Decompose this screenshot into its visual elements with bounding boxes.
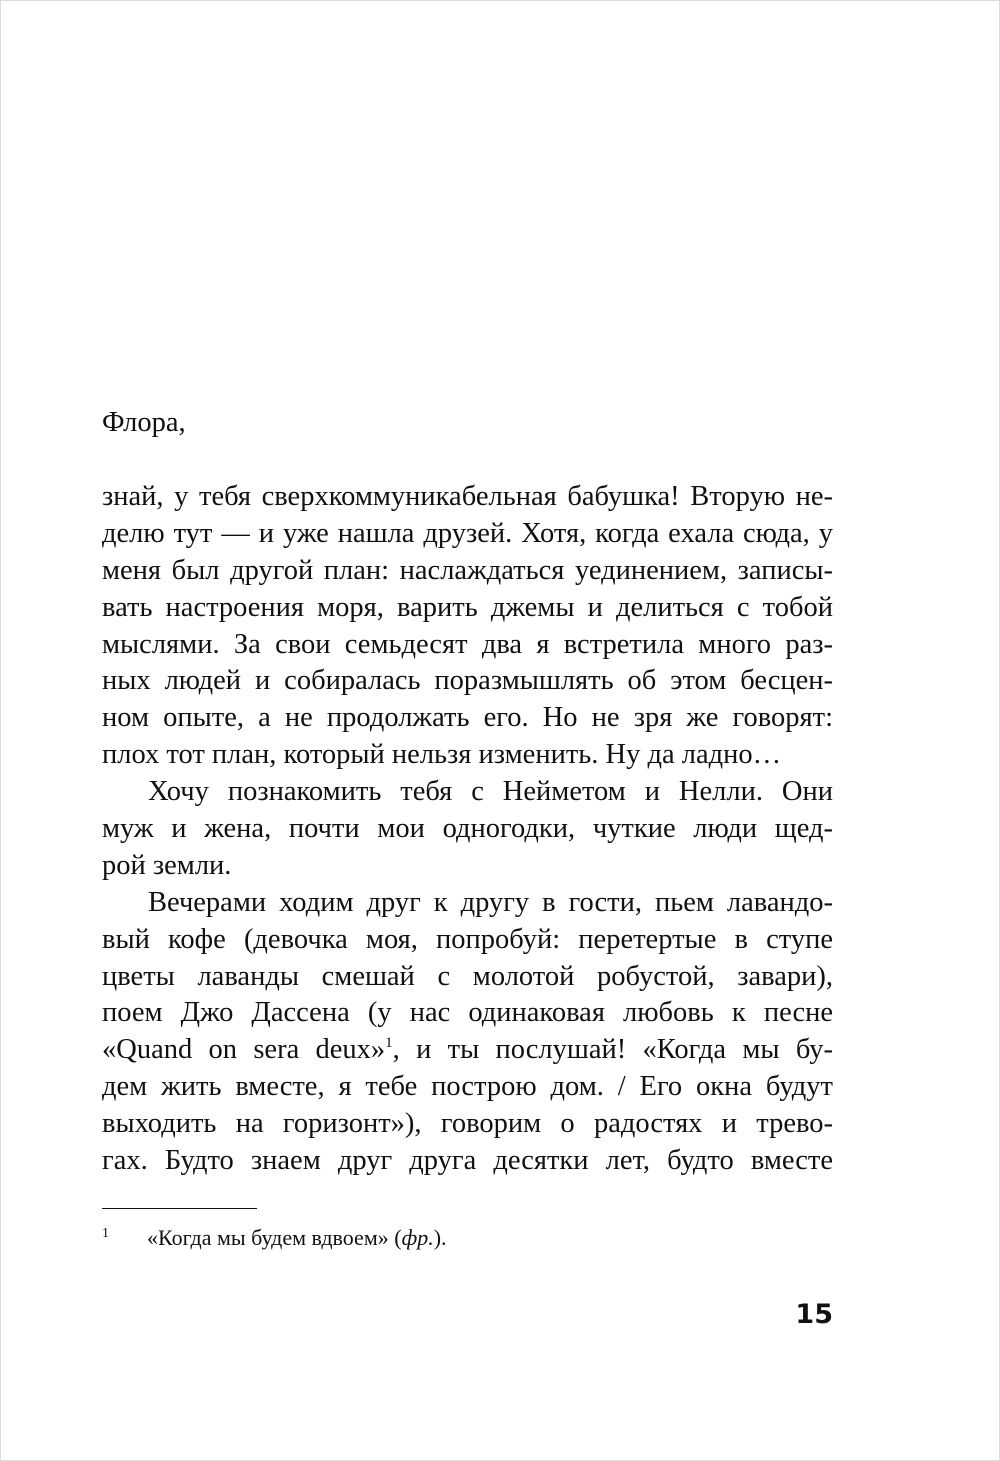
text-line: знай, у тебя сверхкоммуникабельная бабушка! Вторую не- <box>102 481 833 512</box>
text-line: вать настроения моря, варить джемы и делиться с тобой <box>102 591 833 623</box>
text-line: поем Джо Дассена (у нас одинаковая любовь к песне <box>102 997 833 1029</box>
page-number: 15 <box>795 1299 833 1330</box>
letter-salutation: Флора, <box>102 407 186 438</box>
text-line-continuation: , и ты послушай! «Когда мы бу- <box>392 1034 833 1066</box>
text-line: делю тут — и уже нашла друзей. Хотя, когда ехала сюда, у <box>102 517 833 549</box>
text-line: Вечерами ходим друг к другу в гости, пьем лавандо- <box>148 886 833 918</box>
footnote-text: «Когда мы будем вдвоем» ( <box>147 1225 402 1250</box>
footnote-tail: ). <box>433 1225 447 1250</box>
letter-body <box>102 479 833 1180</box>
song-title: «Quand on sera deux» <box>102 1034 386 1066</box>
text-line: плох тот план, который нельзя изменить. Ну да ладно… <box>102 739 782 771</box>
text-line: вый кофе (девочка моя, попробуй: перетертые в ступе <box>102 923 833 955</box>
text-line-with-footnote-ref <box>102 1032 833 1069</box>
footnote-language-abbr: фр. <box>401 1225 434 1250</box>
text-line: ных людей и собиралась поразмышлять об этом бесцен- <box>102 665 833 697</box>
text-line: гах. Будто знаем друг друга десятки лет, будто вместе <box>102 1145 833 1177</box>
text-line: Хочу познакомить тебя с Нейметом и Нелли. Они <box>148 776 833 808</box>
text-line: ном опыте, а не продолжать его. Но не зря же говорят: <box>102 702 833 734</box>
footnote-divider <box>102 1208 257 1209</box>
text-line: рой земли. <box>102 849 232 881</box>
text-line: цветы лаванды смешай с молотой робустой, завари), <box>102 960 833 992</box>
footnote: 1 «Когда мы будем вдвоем» (фр.). <box>102 1225 447 1250</box>
text-line: выходить на горизонт»), говорим о радостях и трево- <box>102 1108 833 1140</box>
text-line: дем жить вместе, я тебе построю дом. / Его окна будут <box>102 1071 833 1103</box>
text-line: меня был другой план: наслаждаться уединением, записы- <box>102 554 833 586</box>
text-line: муж и жена, почти мои одногодки, чуткие люди щед- <box>102 813 833 845</box>
text-line: мыслями. За свои семьдесят два я встретила много раз- <box>102 628 833 660</box>
footnote-reference: 1 <box>385 1035 393 1052</box>
